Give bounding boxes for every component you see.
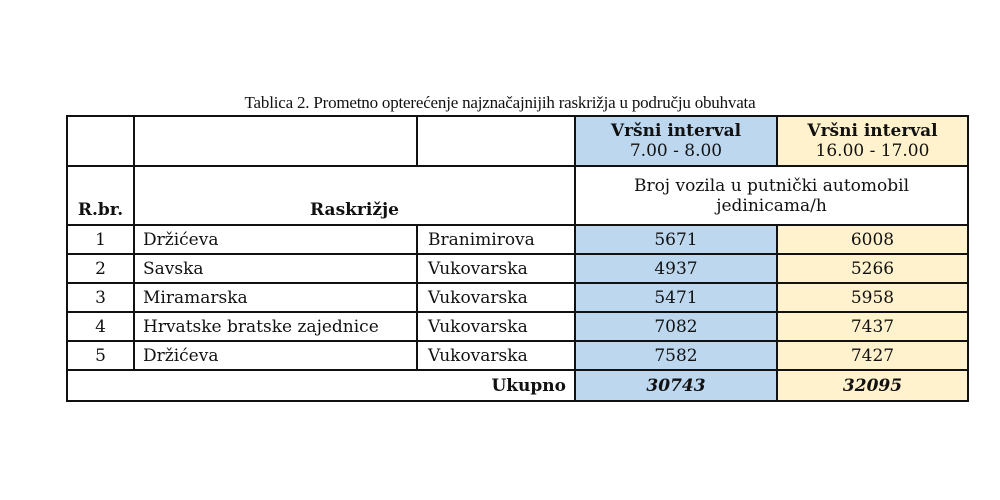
morning-interval-title: Vršni interval [610, 121, 742, 141]
morning-value: 5471 [575, 283, 777, 312]
rbr-header: R.br. [67, 166, 134, 225]
intersection-street: Vukovarska [417, 312, 575, 341]
evening-value: 5266 [777, 254, 968, 283]
table-row [67, 312, 968, 341]
unit-header [575, 166, 968, 225]
raskrizje-header: Raskrižje [134, 166, 575, 225]
intersection-name: Savska [134, 254, 417, 283]
evening-value: 6008 [777, 225, 968, 254]
morning-value: 5671 [575, 225, 777, 254]
intersection-street: Vukovarska [417, 341, 575, 370]
unit-header-line1: Broj vozila u putnički automobil [633, 175, 910, 196]
row-number: 3 [67, 283, 134, 312]
empty-cell [67, 116, 134, 166]
evening-interval-time: 16.00 - 17.00 [815, 141, 930, 161]
morning-total: 30743 [575, 370, 777, 401]
intersection-name: Držićeva [134, 225, 417, 254]
intersection-name: Miramarska [134, 283, 417, 312]
total-label: Ukupno [67, 370, 575, 401]
intersection-street: Vukovarska [417, 254, 575, 283]
total-row [67, 370, 968, 401]
table-row [67, 225, 968, 254]
row-number: 1 [67, 225, 134, 254]
empty-cell [134, 116, 417, 166]
row-number: 2 [67, 254, 134, 283]
intersection-name: Držićeva [134, 341, 417, 370]
morning-value: 7082 [575, 312, 777, 341]
table-row [67, 283, 968, 312]
morning-interval-time: 7.00 - 8.00 [629, 141, 723, 161]
evening-interval-title: Vršni interval [807, 121, 938, 141]
table-row [67, 254, 968, 283]
traffic-load-table [66, 115, 969, 402]
intersection-street: Branimirova [417, 225, 575, 254]
evening-value: 7427 [777, 341, 968, 370]
evening-total: 32095 [777, 370, 968, 401]
table-caption: Tablica 2. Prometno opterećenje najznačajnijih raskrižja u području obuhvata [244, 93, 756, 112]
intersection-street: Vukovarska [417, 283, 575, 312]
header-row-intervals [67, 116, 968, 166]
row-number: 4 [67, 312, 134, 341]
empty-cell [417, 116, 575, 166]
evening-value: 7437 [777, 312, 968, 341]
morning-value: 4937 [575, 254, 777, 283]
evening-value: 5958 [777, 283, 968, 312]
row-number: 5 [67, 341, 134, 370]
table-row [67, 341, 968, 370]
morning-interval-header [575, 116, 777, 166]
morning-value: 7582 [575, 341, 777, 370]
evening-interval-header [777, 116, 968, 166]
unit-header-line2: jedinicama/h [716, 195, 827, 216]
header-row-labels [67, 166, 968, 225]
intersection-name: Hrvatske bratske zajednice [134, 312, 417, 341]
